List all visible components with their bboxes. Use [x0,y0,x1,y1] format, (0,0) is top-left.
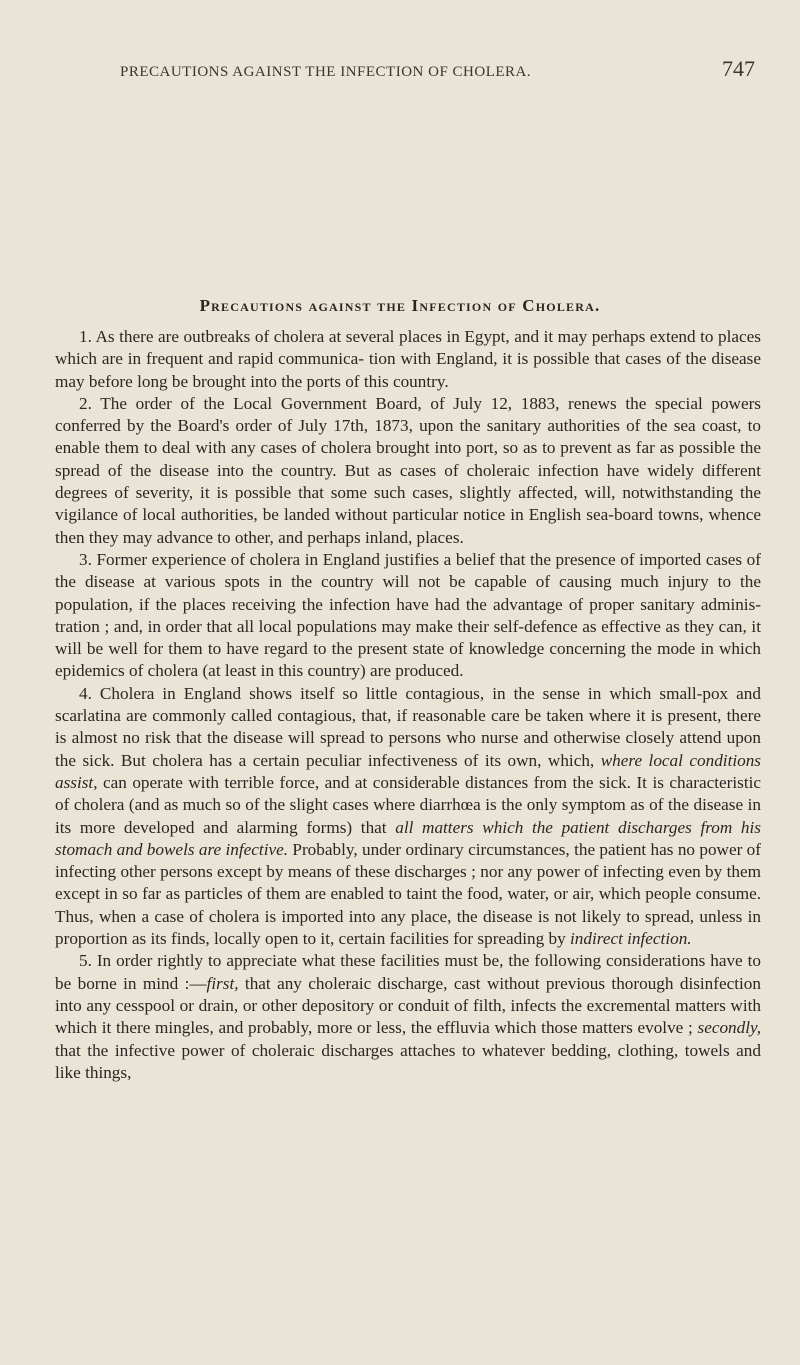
paragraph-5-text-e: that the infective power of choleraic discharges attaches to whatever bedding, clothing, towels and like things, [55,1040,761,1082]
page-number: 747 [722,56,755,81]
article-title: Precautions against the Infection of Cholera. [199,296,601,316]
paragraph-4 [55,683,761,951]
article-body [55,326,761,1084]
paragraph-4-text-e: Probably, under ordinary circumstances, the patient has no power of infecting other persons except by means of these discharges ; nor any power of infecting even by them except in so far as particles of them are enabled to taint the food, water, or air, which people consume. Thus, when a case of cholera is imported into any place, the disease is not likely to spread, unless in proportion as its finds, locally open to it, certain facilities for spreading by [55,839,761,949]
paragraph-5-text-a: 5. In order rightly to appreciate what these facilities must be, the following considerations have to be borne in mind :— [55,951,761,993]
paragraph-4-text-a: 4. Cholera in England shows itself so little contagious, in the sense in which small-pox and scarlatina are commonly called contagious, that, if reasonable care be taken where it is present, there is almost no risk that the disease will spread to persons who nurse and otherwise closely attend upon the sick. But cholera has a certain peculiar infectiveness of its own, which, [55,683,761,770]
paragraph-4-emphasis-local-conditions: where local conditions assist [55,750,761,792]
paragraph-4-emphasis-infective-matters: all matters which the patient discharges from his stomach and bowels are infective. [55,817,761,859]
paragraph-2: 2. The order of the Local Government Board, of July 12, 1883, renews the special powers conferred by the Board's order of July 17th, 1873, upon the sanitary authorities of the sea coast, to enable them to deal with any cases of cholera brought into port, so as to prevent as far as possible the spread of the disease into the country. But as cases of choleraic infection have widely different degrees of severity, it is possible that some such cases, slightly affected, will, notwithstanding the vigilance of local authorities, be landed without particular notice in English sea-board towns, whence then they may advance to other, and perhaps inland, places. [55,393,761,547]
paragraph-5-text-c: that any choleraic discharge, cast without previous thorough disinfection into any cesspool or drain, or other depository or conduit of filth, infects the excremental matters with which it there mingles, and probably, more or less, the effluvia which those matters evolve ; [55,973,761,1038]
paragraph-3: 3. Former experience of cholera in England justifies a belief that the presence of imported cases of the disease at various spots in the country will not be capable of causing much injury to the population, if the places receiving the infection have had the advantage of proper sanitary adminis- tration ; and, in order that all local populations may make their self-defence as effective as they can, it will be well for them to have regard to the present state of knowledge concerning the mode in which epidemics of cholera (at least in this country) are produced. [55,549,761,681]
paragraph-4-emphasis-indirect-infection: indirect infection. [570,929,692,949]
paragraph-5 [55,950,761,1084]
paragraph-5-emphasis-secondly: secondly, [697,1018,761,1038]
running-head: PRECAUTIONS AGAINST THE INFECTION OF CHOLERA. [120,64,532,80]
paragraph-1: 1. As there are outbreaks of cholera at several places in Egypt, and it may perhaps extend to places which are in frequent and rapid communica- tion with England, it is possible that cases of the disease may before long be brought into the ports of this country. [55,327,761,391]
paragraph-5-emphasis-first: first, [206,973,239,993]
paragraph-4-text-c: , can operate with terrible force, and at considerable distances from the sick. It is characteristic of cholera (and as much so of the slight cases where diarrhœa is the only symptom as of the disease in its more developed and alarming forms) that [55,772,761,837]
